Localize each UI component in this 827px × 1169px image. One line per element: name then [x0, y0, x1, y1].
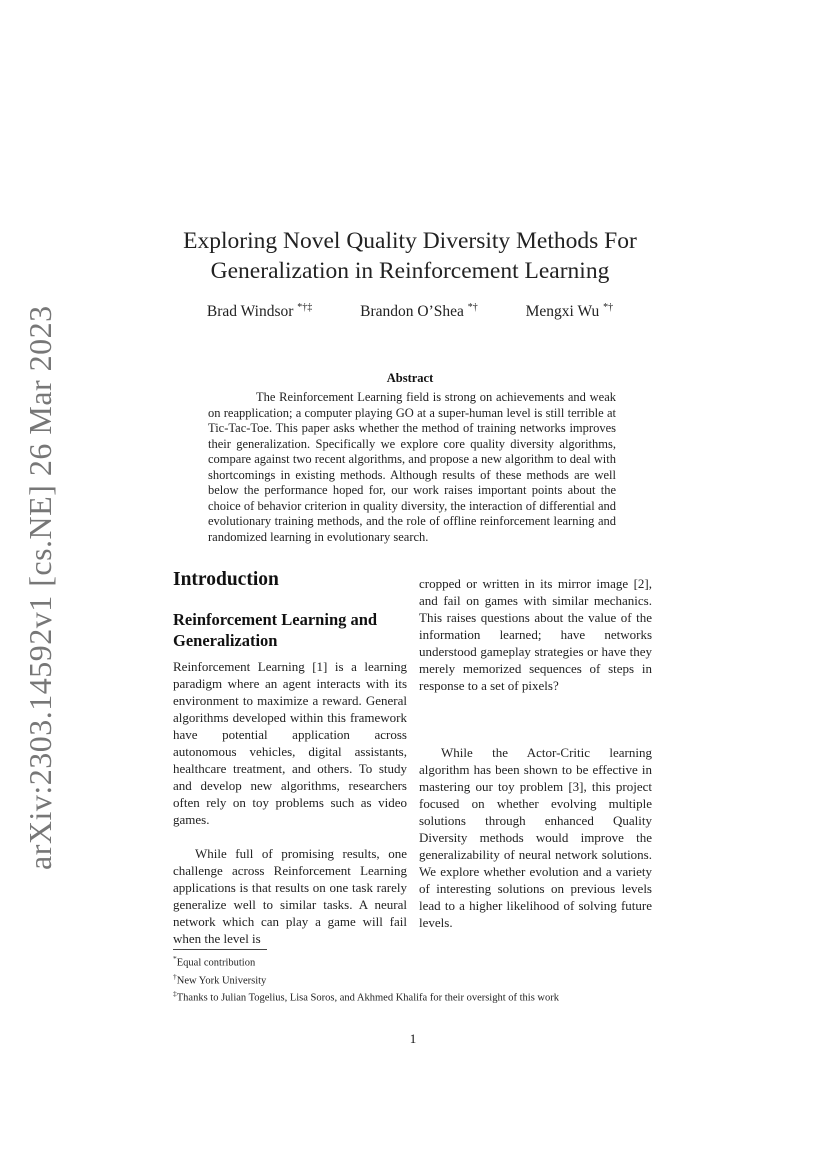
page-number: 1 [409, 1031, 417, 1046]
paragraph-text: cropped or written in its mirror image [2], and fail on games with similar mechanics. This raises questions about the value of the information learned; have networks understood gameplay strategies or have they merely memorized sequences of steps in response to a set of pixels? [419, 576, 652, 693]
author [360, 303, 478, 320]
footnote-mark: * [173, 954, 177, 963]
body-paragraph [419, 575, 652, 694]
body-paragraph [173, 845, 407, 947]
footnote-text: Thanks to Julian Togelius, Lisa Soros, and Akhmed Khalifa for their oversight of this work [176, 992, 560, 1004]
subsection-heading: Reinforcement Learning and Generalization [173, 610, 378, 650]
footnote [173, 970, 653, 988]
author-marks: *† [603, 302, 614, 313]
footnote [173, 952, 653, 970]
author-marks: *† [467, 302, 478, 313]
section-heading: Introduction [173, 569, 279, 590]
body-paragraph [419, 744, 652, 931]
paragraph-text: While full of promising results, one challenge across Reinforcement Learning applications is that results on one task rarely generalize well to similar tasks. A neural network which can play a game will fail when the level is [173, 846, 407, 946]
paragraph-text: Reinforcement Learning [1] is a learning paradigm where an agent interacts with its environment to maximize a reward. General algorithms developed within this framework have potential application across autonomous vehicles, digital assistants, healthcare treatment, and others. To study and develop new algorithms, researchers often rely on toy problems such as video games. [173, 659, 407, 827]
abstract-text: The Reinforcement Learning field is strong on achievements and weak on reapplication; a computer playing GO at a super-human level is still terrible at Tic-Tac-Toe. This paper asks whether the method of training networks improves their generalization. Specifically we explore core quality diversity algorithms, compare against two recent algorithms, and propose a new algorithm to deal with shortcomings in existing methods. Although results of these methods are well below the performance hoped for, our work raises important points about the choice of behavior criterion in quality diversity, the interaction of differential and evolutionary training methods, and the role of offline reinforcement learning and randomized learning in evolutionary search. [208, 390, 616, 544]
footnote-mark: † [173, 971, 177, 981]
body-paragraph [173, 658, 407, 828]
paper-title [150, 226, 670, 286]
arxiv-stamp: arXiv:2303.14592v1 [cs.NE] 26 Mar 2023 [22, 305, 58, 870]
author-name: Brandon O’Shea [360, 303, 464, 321]
footnotes [173, 952, 653, 1005]
footnote-rule [173, 949, 267, 950]
footnote-text: Equal contribution [176, 957, 256, 969]
author-name: Brad Windsor [206, 303, 294, 321]
title-line-2: Generalization in Reinforcement Learning [210, 258, 610, 284]
paragraph-text: While the Actor-Critic learning algorithm has been shown to be effective in mastering our toy problem [3], this project focused on whether evolving multiple solutions through enhanced Quality Diversity methods would improve the generalizability of neural network solutions. We explore whether evolution and a variety of interesting solutions on previous levels lead to a higher likelihood of solving future levels. [419, 745, 652, 930]
author-marks: *†‡ [297, 302, 313, 313]
author-list [150, 302, 670, 321]
author [207, 303, 312, 320]
footnote [173, 987, 653, 1005]
author-name: Mengxi Wu [525, 303, 600, 321]
author [526, 303, 613, 320]
title-line-1: Exploring Novel Quality Diversity Methods For [183, 228, 637, 254]
footnote-mark: ‡ [173, 989, 177, 998]
abstract-heading: Abstract [386, 371, 434, 385]
footnote-text: New York University [176, 975, 267, 986]
